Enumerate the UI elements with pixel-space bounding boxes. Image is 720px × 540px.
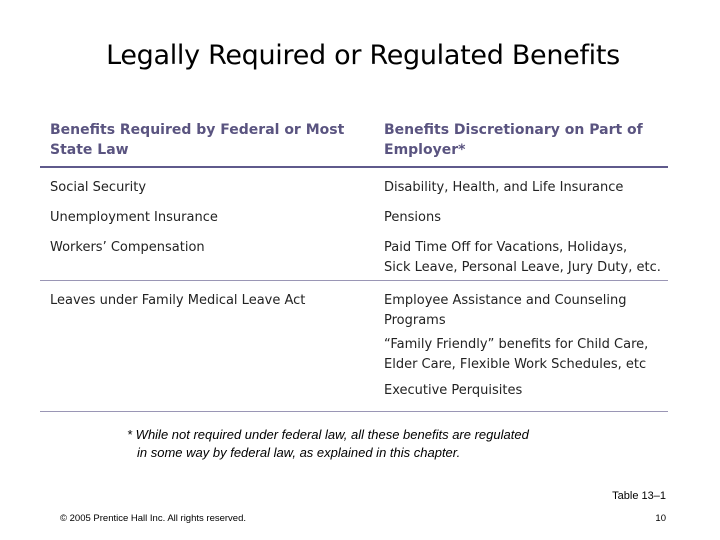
discretionary-benefit <box>384 291 668 331</box>
table-row-group <box>40 168 668 278</box>
slide-title: Legally Required or Regulated Benefits <box>106 40 620 71</box>
header-required-line: State Law <box>50 142 129 158</box>
required-benefit: Unemployment Insurance <box>50 210 218 225</box>
discretionary-benefit-line: Elder Care, Flexible Work Schedules, etc <box>384 357 647 372</box>
discretionary-benefit-line: Employee Assistance and Counseling <box>384 293 627 308</box>
table-header <box>40 120 668 168</box>
footnote-line: in some way by federal law, as explained in this chapter. <box>137 445 461 460</box>
discretionary-benefit-line: Executive Perquisites <box>384 383 523 398</box>
discretionary-benefit-line: “Family Friendly” benefits for Child Care, <box>384 337 649 352</box>
footnote-line: * While not required under federal law, all these benefits are regulated <box>127 427 529 442</box>
discretionary-benefit <box>384 178 668 198</box>
discretionary-benefit-line: Paid Time Off for Vacations, Holidays, <box>384 240 628 255</box>
required-benefit: Leaves under Family Medical Leave Act <box>50 293 306 308</box>
discretionary-benefit <box>384 381 668 401</box>
required-column <box>40 291 372 401</box>
discretionary-benefit-line: Sick Leave, Personal Leave, Jury Duty, etc. <box>384 260 661 275</box>
discretionary-benefit <box>384 335 668 375</box>
discretionary-benefit-line: Programs <box>384 313 446 328</box>
table-number: Table 13–1 <box>612 490 666 502</box>
discretionary-benefit-line: Disability, Health, and Life Insurance <box>384 180 624 195</box>
discretionary-benefit <box>384 238 668 278</box>
discretionary-column <box>372 178 668 278</box>
page-number: 10 <box>655 513 666 524</box>
copyright-notice: © 2005 Prentice Hall Inc. All rights reserved. <box>60 513 247 524</box>
discretionary-column <box>372 291 668 401</box>
header-discretionary-line: Benefits Discretionary on Part of <box>384 122 643 138</box>
header-required <box>40 120 372 160</box>
benefits-table <box>40 120 668 412</box>
discretionary-benefit-line: Pensions <box>384 210 441 225</box>
required-benefit: Workers’ Compensation <box>50 240 205 255</box>
header-discretionary-line: Employer* <box>384 142 466 158</box>
footnote <box>127 426 627 462</box>
header-discretionary <box>372 120 668 160</box>
table-row-group <box>40 281 668 409</box>
required-benefit: Social Security <box>50 180 147 195</box>
discretionary-benefit <box>384 208 668 228</box>
header-required-line: Benefits Required by Federal or Most <box>50 122 345 138</box>
table-bottom-rule <box>40 411 668 412</box>
required-column <box>40 178 372 278</box>
